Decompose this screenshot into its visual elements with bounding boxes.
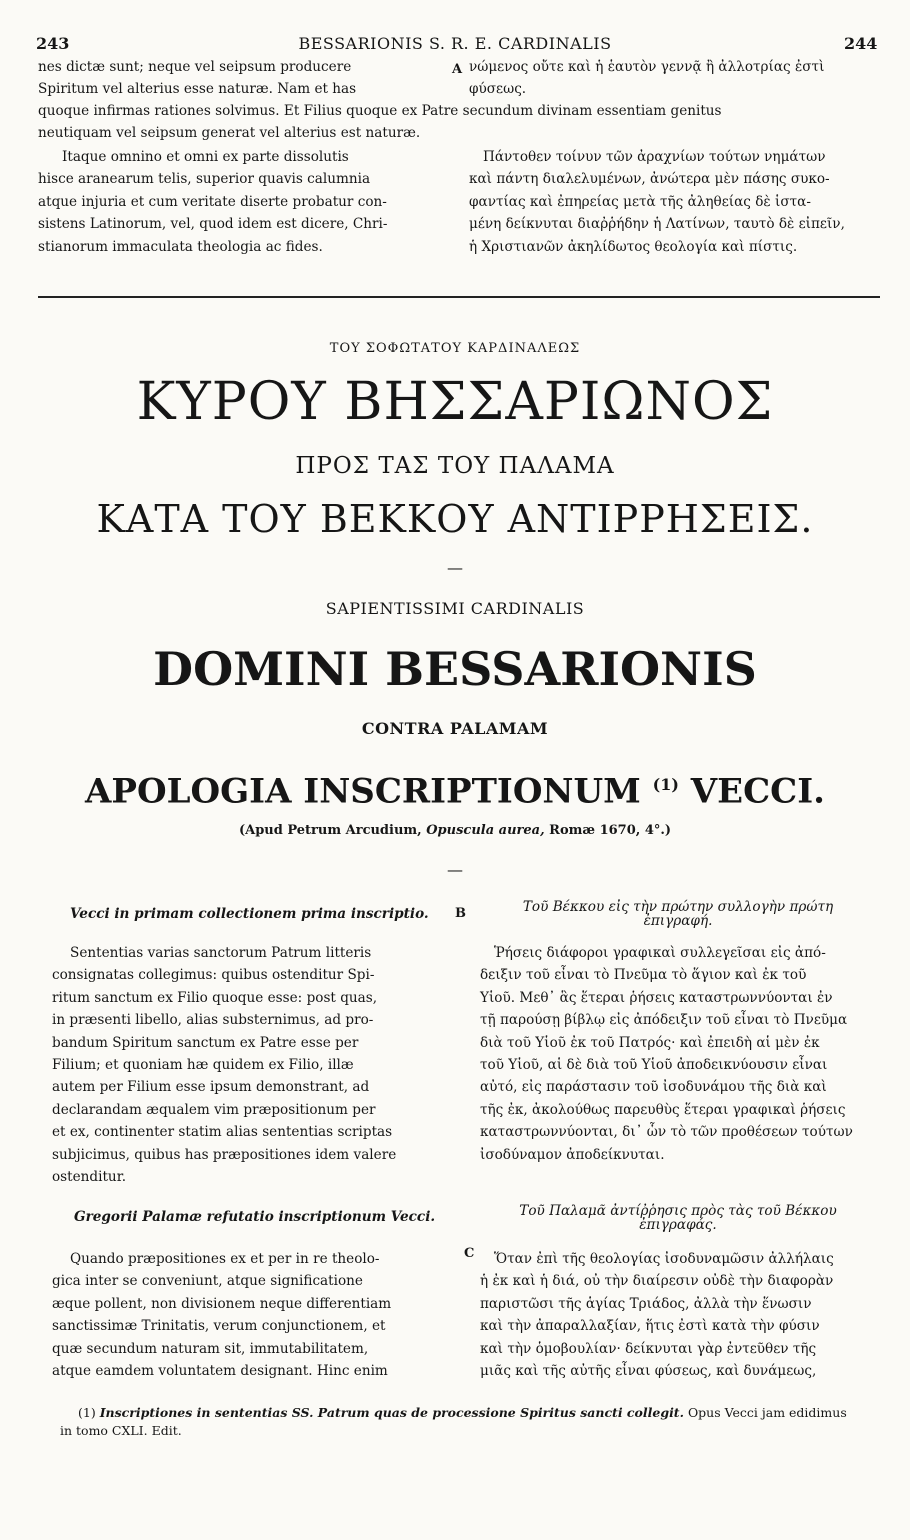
margin-marker-b: B bbox=[455, 906, 466, 921]
text-line: ἡ Χριστιανῶν ἀκηλίδωτος θεολογία καὶ πίστις. bbox=[469, 238, 798, 255]
latin-text-block-2 bbox=[38, 146, 388, 258]
text-line: ἰσοδύναμον ἀποδείκνυται. bbox=[480, 1146, 665, 1163]
text-line: Τοῦ Παλαμᾶ ἀντίῤῥησις πρὸς τὰς τοῦ Βέκκου bbox=[519, 1203, 837, 1219]
apologia-title-text: APOLOGIA INSCRIPTIONUM bbox=[85, 771, 641, 812]
text-line: μιᾶς καὶ τῆς αὐτῆς εἶναι φύσεως, καὶ δυνάμεως, bbox=[480, 1363, 817, 1380]
text-line: gica inter se conveniunt, atque significatione bbox=[52, 1273, 363, 1290]
text-line: atque injuria et cum veritate diserte probatur con- bbox=[38, 193, 387, 210]
text-line: ἐπιγραφή. bbox=[643, 913, 713, 930]
latin-section-heading: Gregorii Palamæ refutatio inscriptionum Vecci. bbox=[74, 1209, 436, 1225]
latin-title-large: DOMINI BESSARIONIS bbox=[153, 642, 757, 696]
greek-text-block-2 bbox=[469, 146, 845, 258]
text-line: ἐπιγραφάς. bbox=[639, 1217, 717, 1234]
text-line: quoque infirmas rationes solvimus. Et Filius quoque ex Patre secundum divinam essentiam genitus bbox=[38, 103, 722, 119]
text-line: παριστῶσι τῆς ἁγίας Τριάδος, ἀλλὰ τὴν ἕνωσιν bbox=[480, 1295, 812, 1312]
text-line: τῆς ἐκ, ἀκολούθως παρευθὺς ἕτεραι γραφικαὶ ῥήσεις bbox=[480, 1101, 846, 1118]
text-line: nes dictæ sunt; neque vel seipsum producere bbox=[38, 59, 352, 75]
latin-text-block-3 bbox=[52, 942, 396, 1188]
text-line: atque eamdem voluntatem designant. Hinc enim bbox=[52, 1363, 388, 1380]
title-dash: — bbox=[447, 558, 463, 577]
text-line: in præsenti libello, alias substernimus, ad pro- bbox=[52, 1012, 374, 1029]
citation-title: Opuscula aurea, bbox=[426, 823, 545, 838]
margin-marker-a: A bbox=[452, 62, 463, 77]
text-line: autem per Filium esse ipsum demonstrant, ad bbox=[52, 1079, 370, 1096]
latin-text-block-1 bbox=[38, 56, 356, 101]
greek-text-block-4 bbox=[480, 1248, 834, 1382]
page-number-left: 243 bbox=[36, 34, 70, 53]
footnote-text: Opus Vecci jam edidimus bbox=[687, 1405, 847, 1420]
text-line: neutiquam vel seipsum generat vel alterius est naturæ. bbox=[38, 125, 421, 142]
text-line: declarandam æqualem vim præpositionum per bbox=[52, 1101, 376, 1118]
text-line: μένη δείκνυται διαῤῥήδην ἡ Λατίνων, ταυτὸ δὲ εἰπεῖν, bbox=[469, 216, 845, 233]
page-number-right: 244 bbox=[844, 34, 878, 53]
text-line: τῇ παρούσῃ βίβλῳ εἰς ἀπόδειξιν τοῦ εἶναι τὸ Πνεῦμα bbox=[480, 1012, 848, 1029]
text-line: quæ secundum naturam sit, immutabilitatem, bbox=[52, 1340, 369, 1357]
text-line: φύσεως. bbox=[469, 81, 527, 98]
full-width-text-block bbox=[38, 100, 722, 145]
text-line: sanctissimæ Trinitatis, verum conjunctionem, et bbox=[52, 1318, 386, 1335]
apologia-title bbox=[0, 763, 910, 813]
text-line: et ex, continenter statim alias sententias scriptas bbox=[52, 1124, 393, 1141]
text-line: Ὅταν ἐπὶ τῆς θεολογίας ἰσοδυναμῶσιν ἀλλήλαις bbox=[494, 1251, 834, 1267]
text-line: καὶ πάντη διαλελυμένων, ἀνώτερα μὲν πάσης συκο- bbox=[469, 171, 830, 188]
margin-marker-c: C bbox=[464, 1246, 475, 1261]
text-line: consignatas collegimus: quibus ostenditur Spi- bbox=[52, 967, 375, 984]
latin-section-heading: Vecci in primam collectionem prima inscriptio. bbox=[70, 906, 429, 922]
text-line: Quando præpositiones ex et per in re theolo- bbox=[70, 1251, 380, 1267]
citation-text: (Apud Petrum Arcudium, bbox=[238, 823, 422, 838]
text-line: Itaque omnino et omni ex parte dissolutis bbox=[62, 149, 349, 165]
running-title: BESSARIONIS S. R. E. CARDINALIS bbox=[298, 34, 612, 53]
title-dash: — bbox=[447, 860, 463, 879]
text-line: καταστρωννύονται, δι᾽ ὧν τὸ τῶν προθέσεων τούτων bbox=[480, 1124, 853, 1141]
citation-text: Romæ 1670, 4°.) bbox=[549, 823, 672, 838]
text-line: τοῦ Υἱοῦ, αἱ δὲ διὰ τοῦ Υἱοῦ ἀποδεικνύουσιν εἶναι bbox=[480, 1057, 828, 1074]
text-line: ritum sanctum ex Filio quoque esse: post quas, bbox=[52, 989, 378, 1006]
latin-subtitle-small: SAPIENTISSIMI CARDINALIS bbox=[325, 599, 585, 618]
greek-title-line: ΚΑΤΑ ΤΟΥ ΒΕΚΚΟΥ ΑΝΤΙΡΡΗΣΕΙΣ. bbox=[96, 497, 814, 541]
text-line: αὐτό, εἰς παράστασιν τοῦ ἰσοδυνάμου τῆς διὰ καὶ bbox=[480, 1079, 827, 1096]
text-line: καὶ τὴν ἀπαραλλαξίαν, ἥτις ἐστὶ κατὰ τὴν φύσιν bbox=[480, 1318, 820, 1335]
footnote bbox=[52, 1404, 847, 1440]
text-line: stianorum immaculata theologia ac fides. bbox=[38, 238, 323, 255]
text-line: διὰ τοῦ Υἱοῦ ἐκ τοῦ Πατρός· καὶ ἐπειδὴ αἱ μὲν ἐκ bbox=[480, 1034, 820, 1051]
text-line: Τοῦ Βέκκου εἰς τὴν πρώτην συλλογὴν πρώτη bbox=[522, 899, 834, 915]
text-line: Υἱοῦ. Μεθ᾽ ἃς ἕτεραι ῥήσεις καταστρωννύονται ἐν bbox=[480, 989, 833, 1006]
footnote-number: (1) bbox=[78, 1405, 96, 1420]
footnote-line: in tomo CXLI. Edit. bbox=[60, 1423, 182, 1438]
footnote-text: Inscriptiones in sententias SS. Patrum quas de processione Spiritus sancti collegit. bbox=[99, 1405, 684, 1420]
greek-text-block-3 bbox=[480, 942, 853, 1166]
greek-subtitle-mid: ΠΡΟΣ ΤΑΣ ΤΟΥ ΠΑΛΑΜΑ bbox=[295, 453, 615, 479]
text-line: sistens Latinorum, vel, quod idem est dicere, Chri- bbox=[38, 216, 388, 233]
footnote-marker: (1) bbox=[652, 775, 679, 794]
text-line: Spiritum vel alterius esse naturæ. Nam et has bbox=[38, 81, 357, 98]
text-line: Filium; et quoniam hæ quidem ex Filio, illæ bbox=[52, 1057, 354, 1074]
greek-title-large: ΚΥΡΟΥ ΒΗΣΣΑΡΙΩΝΟΣ bbox=[136, 372, 774, 432]
text-line: hisce aranearum telis, superior quavis calumnia bbox=[38, 171, 371, 188]
section-divider bbox=[38, 296, 880, 298]
apologia-title-end: VECCI. bbox=[690, 771, 825, 812]
text-line: æque pollent, non divisionem neque differentiam bbox=[52, 1295, 392, 1312]
text-line: φαντίας καὶ ἐπηρείας μετὰ τῆς ἀληθείας δὲ ἱστα- bbox=[469, 193, 811, 210]
greek-section-heading bbox=[476, 1200, 880, 1237]
text-line: bandum Spiritum sanctum ex Patre esse per bbox=[52, 1034, 359, 1051]
latin-text-block-4 bbox=[52, 1248, 391, 1382]
text-line: subjicimus, quibus has præpositiones idem valere bbox=[52, 1146, 397, 1163]
text-line: καὶ τὴν ὁμοβουλίαν· δείκνυται γὰρ ἐντεῦθεν τῆς bbox=[480, 1340, 817, 1357]
text-line: Πάντοθεν τοίνυν τῶν ἀραχνίων τούτων νημάτων bbox=[483, 149, 826, 165]
text-line: νώμενος οὔτε καὶ ἡ ἑαυτὸν γεννᾷ ἢ ἀλλοτρίας ἐστὶ bbox=[469, 59, 825, 75]
text-line: Ῥήσεις διάφοροι γραφικαὶ συλλεγεῖσαι εἰς ἀπό- bbox=[494, 945, 826, 961]
text-line: Sententias varias sanctorum Patrum litteris bbox=[70, 945, 372, 961]
latin-subtitle-mid: CONTRA PALAMAM bbox=[361, 719, 549, 738]
citation bbox=[0, 822, 910, 840]
text-line: ostenditur. bbox=[52, 1169, 127, 1186]
greek-section-heading bbox=[476, 896, 880, 933]
text-line: ἡ ἐκ καὶ ἡ διά, οὐ τὴν διαίρεσιν οὐδὲ τὴν διαφορὰν bbox=[480, 1273, 834, 1290]
footnote-line bbox=[52, 1404, 847, 1422]
text-line: δειξιν τοῦ εἶναι τὸ Πνεῦμα τὸ ἅγιον καὶ ἐκ τοῦ bbox=[480, 967, 807, 984]
greek-subtitle-small: ΤΟΥ ΣΟΦΩΤΑΤΟΥ ΚΑΡΔΙΝΑΛΕΩΣ bbox=[329, 341, 581, 356]
greek-text-block-1 bbox=[469, 56, 824, 101]
